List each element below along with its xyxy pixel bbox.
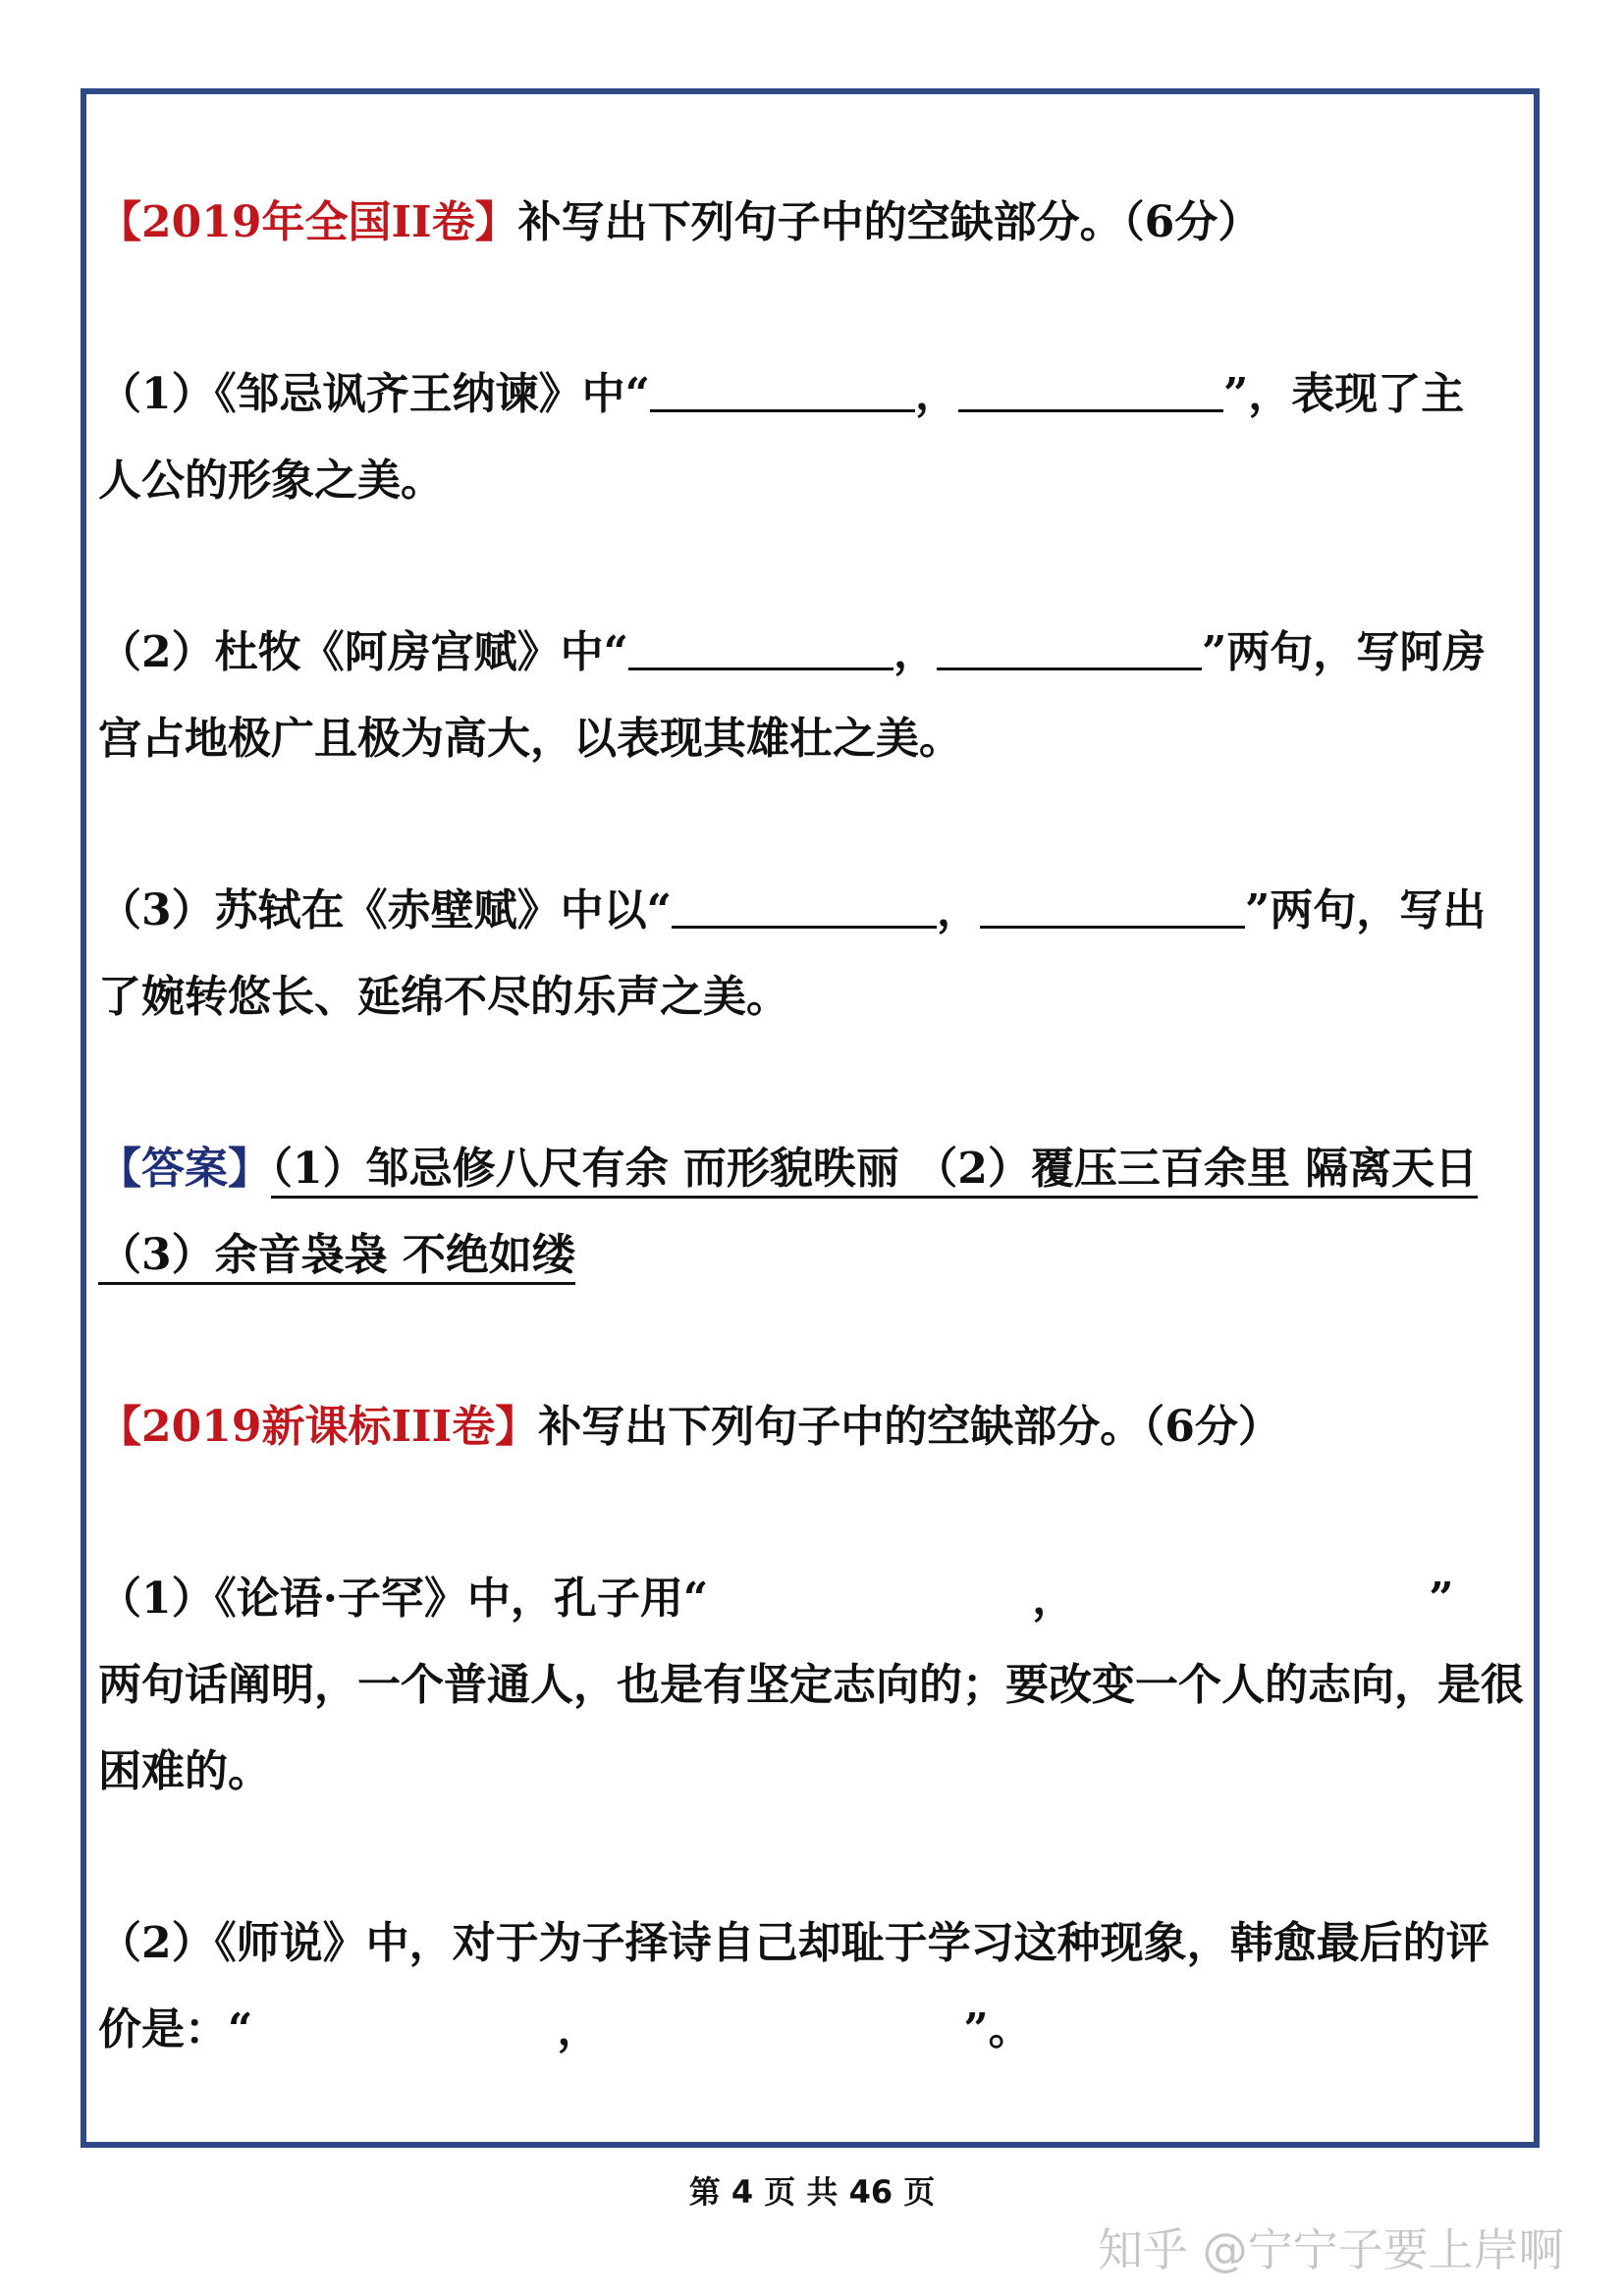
q2-item1-line3: 困难的。 <box>98 1746 271 1796</box>
footer-prefix: 第 <box>688 2173 721 2211</box>
watermark: 知乎 @宁宁子要上岸啊 <box>1098 2223 1564 2276</box>
q1-item1-line1 <box>98 365 1532 424</box>
fill-blank[interactable] <box>650 370 915 412</box>
q2-item2-post: ”。 <box>963 2004 1032 2055</box>
q2-item1-line1 <box>98 1570 1532 1629</box>
answer-text-2: （3）余音袅袅 不绝如缕 <box>98 1230 575 1285</box>
q2-item1-pre: （1）《论语·子罕》中，孔子用“ <box>98 1574 709 1624</box>
q1-item2-mid: ， <box>893 627 937 677</box>
q1-item2-post: ”两句，写阿房 <box>1201 627 1487 677</box>
q1-item3-mid: ， <box>936 885 980 935</box>
q1-item3-line1 <box>98 881 1532 940</box>
q2-item1-line2: 两句话阐明，一个普通人，也是有坚定志向的；要改变一个人的志向，是很 <box>98 1660 1524 1710</box>
q2-item1-mid: ， <box>1032 1574 1076 1624</box>
q2-item2-pre: 价是：“ <box>98 2004 253 2055</box>
footer-page-number: 4 <box>731 2173 754 2211</box>
q1-item1-pre: （1）《邹忌讽齐王纳谏》中“ <box>98 369 650 419</box>
fill-blank[interactable] <box>672 886 937 929</box>
footer-mid: 页 共 <box>764 2173 839 2211</box>
q1-item3-pre: （3）苏轼在《赤壁赋》中以“ <box>98 885 672 935</box>
fill-blank[interactable] <box>937 628 1202 670</box>
q2-item1-post: ” <box>1429 1574 1454 1624</box>
q2-item2-mid: ， <box>557 2004 601 2055</box>
q1-source-tag: 【2019年全国II卷】 <box>98 197 518 247</box>
answer-text-1: （1）邹忌修八尺有余 而形貌昳丽 （2）覆压三百余里 隔离天日 <box>271 1144 1478 1199</box>
answer-line1 <box>98 1140 1532 1199</box>
q1-instruction: 补写出下列句子中的空缺部分。（6分） <box>517 197 1262 247</box>
q1-header <box>98 193 1532 252</box>
answer-line2 <box>98 1226 1532 1285</box>
q1-item2-line2: 宫占地极广且极为高大，以表现其雄壮之美。 <box>98 714 962 764</box>
q2-item2-line2 <box>98 2001 1532 2059</box>
q1-item2-pre: （2）杜牧《阿房宫赋》中“ <box>98 627 628 677</box>
q2-source-tag: 【2019新课标III卷】 <box>98 1402 539 1452</box>
page-footer <box>0 2167 1624 2213</box>
q1-item1-line2: 人公的形象之美。 <box>98 455 444 506</box>
q1-item1-mid: ， <box>914 369 958 419</box>
fill-blank[interactable] <box>628 628 893 670</box>
q1-item2-line1 <box>98 623 1532 682</box>
q2-instruction: 补写出下列句子中的空缺部分。（6分） <box>538 1402 1281 1452</box>
footer-total-pages: 46 <box>848 2173 893 2211</box>
q2-header <box>98 1398 1532 1457</box>
q2-item2-line1: （2）《师说》中，对于为子择诗自己却耻于学习这种现象，韩愈最后的评 <box>98 1918 1489 1968</box>
fill-blank[interactable] <box>958 370 1223 412</box>
footer-suffix: 页 <box>903 2173 936 2211</box>
q1-item3-post: ”两句，写出 <box>1244 885 1487 935</box>
q1-item3-line2: 了婉转悠长、延绵不尽的乐声之美。 <box>98 972 789 1022</box>
q1-item1-post: ”，表现了主 <box>1222 369 1465 419</box>
fill-blank[interactable] <box>980 886 1245 929</box>
answer-tag: 【答案】 <box>98 1144 271 1194</box>
